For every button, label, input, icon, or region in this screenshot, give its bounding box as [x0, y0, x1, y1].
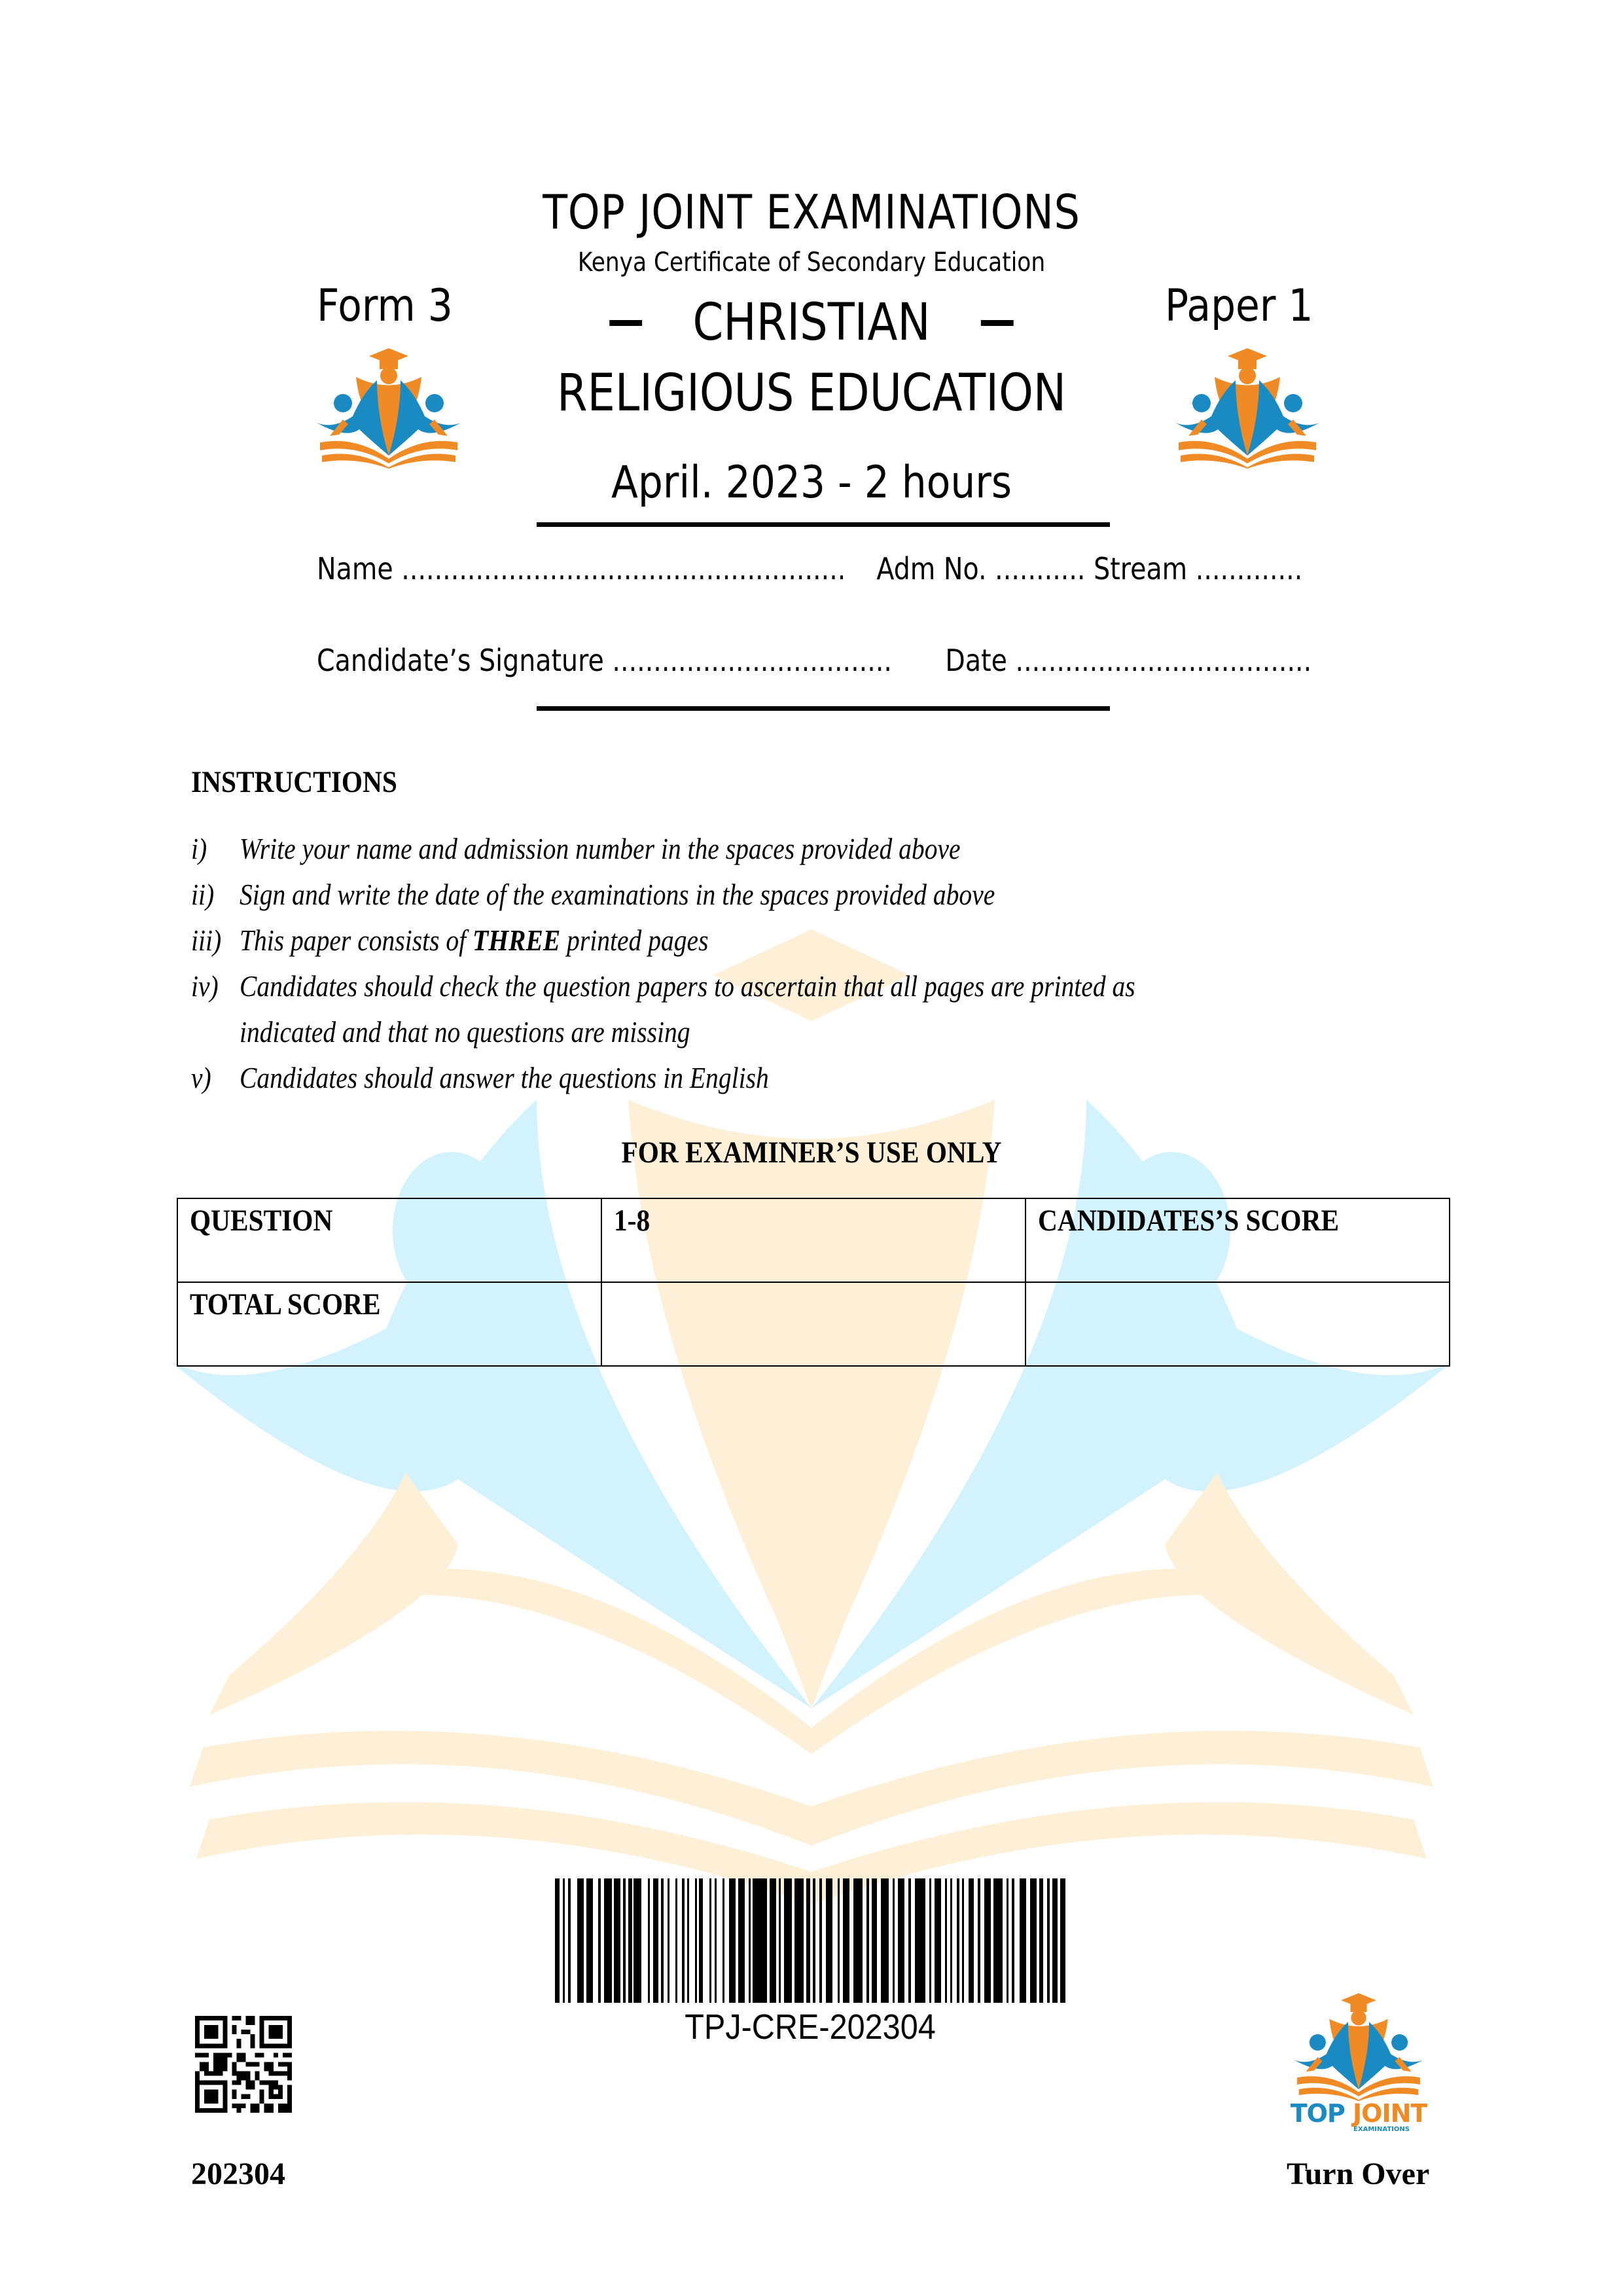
- instruction-item: [191, 1055, 1317, 1101]
- brand-logo-icon: [1175, 344, 1319, 469]
- table-row: [177, 1198, 1450, 1282]
- instruction-text: Candidates should answer the questions in English: [239, 1061, 769, 1094]
- instructions-list: [191, 826, 1317, 1101]
- stream-field[interactable]: .............: [1195, 551, 1303, 586]
- table-cell: [1026, 1198, 1450, 1282]
- brand-logo-icon: [317, 344, 461, 469]
- candidate-fields-row-1: [317, 551, 1302, 586]
- paper-code: 202304: [191, 2157, 285, 2191]
- brand-wordmark: [1287, 2101, 1431, 2126]
- instruction-number: v): [191, 1061, 211, 1094]
- examiner-heading: FOR EXAMINER’S USE ONLY: [621, 1136, 1002, 1170]
- instruction-text: Candidates should check the question papers to ascertain that all pages are printed as indicated and that no questions are missing: [239, 969, 1135, 1049]
- instruction-item: [191, 826, 1317, 872]
- instruction-number: ii): [191, 878, 215, 911]
- barcode-text: TPJ-CRE-202304: [685, 2007, 936, 2047]
- paper-label: Paper 1: [1165, 280, 1313, 332]
- instruction-text: Sign and write the date of the examinations in the spaces provided above: [239, 878, 995, 911]
- qr-code-icon: [195, 2016, 292, 2122]
- brand-joint-text: JOINT: [1353, 2099, 1427, 2128]
- instruction-item: [191, 963, 1317, 1055]
- org-subtitle: Kenya Certificate of Secondary Education: [577, 247, 1046, 278]
- candidate-fields-row-2: [317, 643, 1311, 678]
- score-entry-cell[interactable]: [601, 1282, 1026, 1366]
- subject-line1-text: CHRISTIAN: [692, 293, 931, 352]
- exam-date-duration: April. 2023 - 2 hours: [611, 457, 1012, 509]
- instruction-number: iv): [191, 969, 219, 1003]
- table-cell: [177, 1282, 601, 1366]
- subject-title-line1: [114, 293, 1510, 352]
- instruction-emphasis: THREE: [473, 924, 561, 957]
- instruction-text-part: This paper consists of: [239, 924, 473, 957]
- barcode-icon: [555, 1878, 1065, 2003]
- divider-bottom: [537, 706, 1110, 711]
- cell-text: QUESTION: [190, 1204, 333, 1238]
- subject-title-line2: RELIGIOUS EDUCATION: [556, 364, 1067, 423]
- org-title: TOP JOINT EXAMINATIONS: [543, 185, 1080, 240]
- divider-top: [537, 522, 1110, 527]
- table-row: [177, 1282, 1450, 1366]
- adm-no-field[interactable]: ...........: [995, 551, 1086, 586]
- instruction-item: [191, 918, 1317, 963]
- instructions-heading: INSTRUCTIONS: [191, 765, 397, 799]
- cell-text: CANDIDATES’S SCORE: [1038, 1204, 1340, 1238]
- signature-field[interactable]: ..................................: [612, 643, 892, 678]
- signature-label: Candidate’s Signature: [317, 643, 604, 678]
- cell-text: TOTAL SCORE: [190, 1287, 381, 1321]
- name-field[interactable]: ......................................................: [401, 551, 846, 586]
- instruction-item: [191, 872, 1317, 918]
- instruction-number: iii): [191, 924, 222, 957]
- dash-left: [609, 320, 642, 326]
- score-entry-cell[interactable]: [1026, 1282, 1450, 1366]
- cell-text: 1-8: [614, 1204, 651, 1238]
- brand-top-text: TOP: [1290, 2099, 1345, 2128]
- score-table: [177, 1198, 1450, 1367]
- brand-subtext: EXAMINATIONS: [1353, 2126, 1410, 2133]
- instruction-text: Write your name and admission number in the spaces provided above: [239, 832, 961, 865]
- date-field[interactable]: ....................................: [1015, 643, 1312, 678]
- brand-logo-icon: [1287, 1990, 1431, 2101]
- instruction-text-part: printed pages: [560, 924, 709, 957]
- table-cell: [177, 1198, 601, 1282]
- date-label: Date: [945, 643, 1007, 678]
- instruction-number: i): [191, 832, 207, 865]
- turn-over-label: Turn Over: [1287, 2157, 1430, 2191]
- table-cell: [601, 1198, 1026, 1282]
- form-label: Form 3: [317, 280, 453, 332]
- instruction-text: [240, 918, 1317, 963]
- dash-right: [981, 320, 1014, 326]
- name-label: Name: [317, 551, 393, 586]
- adm-no-label: Adm No.: [876, 551, 987, 586]
- stream-label: Stream: [1094, 551, 1188, 586]
